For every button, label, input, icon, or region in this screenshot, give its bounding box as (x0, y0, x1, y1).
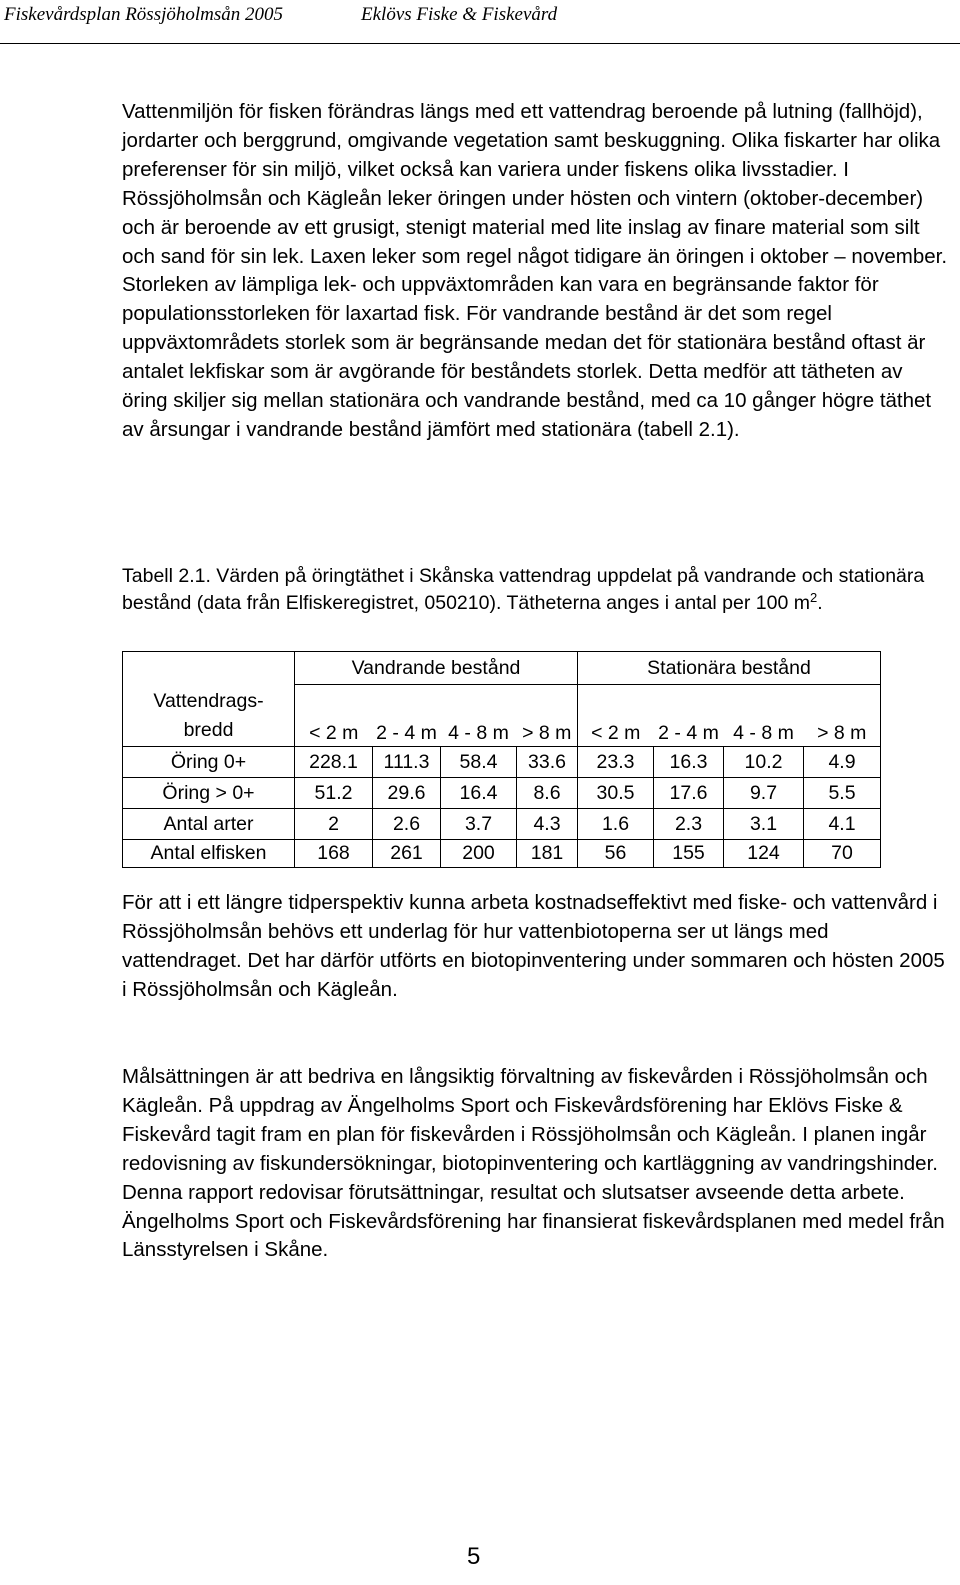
trout-density-table (122, 651, 881, 868)
table-cell: 1.6 (578, 809, 654, 840)
table-cell: 58.4 (441, 747, 517, 778)
table-row (123, 840, 881, 868)
group-header-migratory: Vandrande bestånd (295, 652, 578, 685)
table-cell: 181 (517, 840, 578, 868)
table-cell: 29.6 (373, 778, 441, 809)
table-cell: 168 (295, 840, 373, 868)
table-cell: 4.3 (517, 809, 578, 840)
table-cell: 2 (295, 809, 373, 840)
table-cell: 3.1 (724, 809, 804, 840)
table-cell: 111.3 (373, 747, 441, 778)
row-label-header-top: Vattendrags- (153, 690, 264, 712)
row-label-header (123, 685, 295, 747)
table-row (123, 809, 881, 840)
row-label: Öring > 0+ (123, 778, 295, 809)
table-cell: 33.6 (517, 747, 578, 778)
table-cell: 17.6 (654, 778, 724, 809)
table-cell: 9.7 (724, 778, 804, 809)
table-cell: 261 (373, 840, 441, 868)
width-header: > 8 m (804, 685, 881, 747)
table-cell: 124 (724, 840, 804, 868)
table-caption-superscript: 2 (809, 589, 818, 605)
table-cell: 16.3 (654, 747, 724, 778)
row-label: Antal elfisken (123, 840, 295, 868)
width-header: < 2 m (578, 685, 654, 747)
header-rule (0, 43, 960, 44)
header-company-name: Eklövs Fiske & Fiskevård (361, 4, 558, 25)
width-header: 4 - 8 m (724, 685, 804, 747)
table-caption-text: Tabell 2.1. Värden på öringtäthet i Skånska vattendrag uppdelat på vandrande och stationära bestånd (data från Elfiskeregistret, 050210). Tätheterna anges i antal per 100 m (122, 565, 925, 614)
table-cell: 228.1 (295, 747, 373, 778)
table-cell: 155 (654, 840, 724, 868)
table-cell: 200 (441, 840, 517, 868)
width-header: > 8 m (517, 685, 578, 747)
table-caption (122, 563, 952, 616)
table-cell: 3.7 (441, 809, 517, 840)
table-cell: 51.2 (295, 778, 373, 809)
row-label: Öring 0+ (123, 747, 295, 778)
width-header: 2 - 4 m (654, 685, 724, 747)
row-label-header-bottom: bredd (183, 719, 234, 741)
table-width-header-row (123, 685, 881, 747)
table-cell: 10.2 (724, 747, 804, 778)
running-header (0, 0, 960, 44)
table-cell: 2.3 (654, 809, 724, 840)
table-cell: 16.4 (441, 778, 517, 809)
table-cell: 5.5 (804, 778, 881, 809)
row-label: Antal arter (123, 809, 295, 840)
table-row (123, 747, 881, 778)
width-header: < 2 m (295, 685, 373, 747)
header-report-title: Fiskevårdsplan Rössjöholmsån 2005 (4, 4, 284, 25)
page-number: 5 (467, 1543, 481, 1570)
table-cell: 23.3 (578, 747, 654, 778)
width-header: 2 - 4 m (373, 685, 441, 747)
table-cell: 30.5 (578, 778, 654, 809)
intro-paragraph: Vattenmiljön för fisken förändras längs med ett vattendrag beroende på lutning (fallhöjd), jordarter och berggrund, omgivande vegetation samt beskuggning. Olika fiskarter har olika preferenser för sin miljö, vilket också kan variera under fiskens olika livsstadier. I Rössjöholmsån och Kägleån leker öringen under hösten och vintern (oktober-december) och är beroende av ett grusigt, stenigt material med lite inslag av finare material som silt och sand för sin lek. Laxen leker som regel något tidigare än öringen i oktober – november. Storleken av lämpliga lek- och uppväxtområden kan vara en begränsande faktor för populationsstorleken för laxartad fisk. För vandrande bestånd är det som regel uppväxtområdets storlek som är begränsande medan det för stationära bestånd oftast är antalet lekfiskar som är avgörande för beståndets storlek. Detta medför att tätheten av öring skiljer sig mellan stationära och vandrande bestånd, med ca 10 gånger högre täthet av årsungar i vandrande bestånd jämfört med stationära (tabell 2.1). (122, 100, 948, 441)
group-header-stationary: Stationära bestånd (578, 652, 881, 685)
table-cell: 2.6 (373, 809, 441, 840)
table-corner-cell (123, 652, 295, 685)
table-cell: 70 (804, 840, 881, 868)
objective-paragraph: Målsättningen är att bedriva en långsiktig förvaltning av fiskevården i Rössjöholmsån och Kägleån. På uppdrag av Ängelholms Sport och Fiskevårdsförening har Eklövs Fiske & Fiskevård tagit fram en plan för fiskevården i Rössjöholmsån och Kägleån. I planen ingår redovisning av fiskundersökningar, biotopinventering och kartläggning av vandringshinder. Denna rapport redovisar förutsättningar, resultat och slutsatser avseende detta arbete. Ängelholms Sport och Fiskevårdsförening har finansierat fiskevårdsplanen med medel från Länsstyrelsen i Skåne. (122, 1065, 945, 1262)
width-header: 4 - 8 m (441, 685, 517, 747)
table-group-header-row (123, 652, 881, 685)
table-caption-suffix: . (817, 591, 823, 614)
table-cell: 56 (578, 840, 654, 868)
biotope-paragraph: För att i ett längre tidperspektiv kunna arbeta kostnadseffektivt med fiske- och vattenvård i Rössjöholmsån behövs ett underlag för hur vattenbiotoperna ser ut längs med vattendraget. Det har därför utförts en biotopinventering under sommaren och hösten 2005 i Rössjöholmsån och Kägleån. (122, 891, 945, 1001)
table-row (123, 778, 881, 809)
table-cell: 8.6 (517, 778, 578, 809)
table-cell: 4.9 (804, 747, 881, 778)
table-cell: 4.1 (804, 809, 881, 840)
